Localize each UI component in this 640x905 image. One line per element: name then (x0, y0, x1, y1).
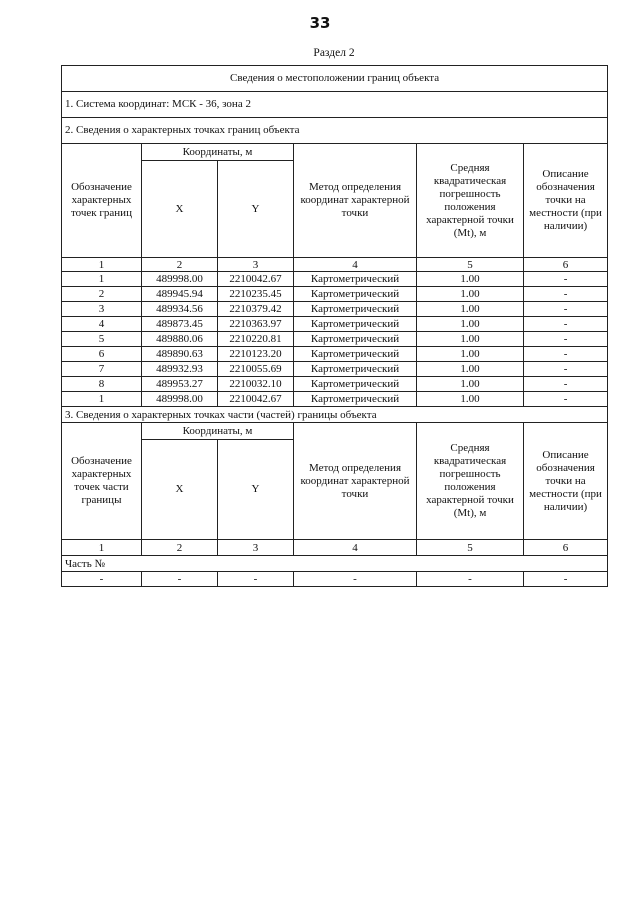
method: Картометрический (294, 392, 417, 407)
description: - (524, 287, 608, 302)
table-row (62, 377, 608, 392)
method: Картометрический (294, 302, 417, 317)
coord-x: 489932.93 (142, 362, 218, 377)
table-row (62, 302, 608, 317)
error: 1.00 (417, 287, 524, 302)
header-x-part: X (142, 440, 218, 540)
point-number: 1 (62, 392, 142, 407)
error: 1.00 (417, 347, 524, 362)
section-label: Раздел 2 (313, 47, 355, 59)
method: Картометрический (294, 377, 417, 392)
coord-x: 489998.00 (142, 392, 218, 407)
table-row (62, 287, 608, 302)
coord-x: 489998.00 (142, 272, 218, 287)
method: Картометрический (294, 287, 417, 302)
column-number: 2 (142, 258, 218, 272)
column-number-row (62, 540, 608, 556)
section2-title: 2. Сведения о характерных точках границ объекта (62, 118, 608, 144)
coord-x: 489945.94 (142, 287, 218, 302)
coord-x: 489953.27 (142, 377, 218, 392)
method: Картометрический (294, 347, 417, 362)
table-row (62, 362, 608, 377)
section3-title: 3. Сведения о характерных точках части (частей) границы объекта (62, 407, 608, 423)
header-coordinates-part: Координаты, м (142, 423, 294, 440)
table-row (62, 317, 608, 332)
description: - (524, 392, 608, 407)
error: 1.00 (417, 392, 524, 407)
coord-system: 1. Система координат: МСК - 36, зона 2 (62, 92, 608, 118)
coord-x: 489934.56 (142, 302, 218, 317)
point-number: 7 (62, 362, 142, 377)
coord-y: 2210055.69 (218, 362, 294, 377)
header-y: Y (218, 161, 294, 258)
error: 1.00 (417, 362, 524, 377)
coord-y: 2210235.45 (218, 287, 294, 302)
point-number: 2 (62, 287, 142, 302)
coord-x: 489880.06 (142, 332, 218, 347)
description: - (524, 362, 608, 377)
table-row (62, 332, 608, 347)
coord-y: 2210042.67 (218, 392, 294, 407)
error: 1.00 (417, 302, 524, 317)
column-number-row (62, 258, 608, 272)
header-x: X (142, 161, 218, 258)
error: 1.00 (417, 332, 524, 347)
column-number: 4 (294, 540, 417, 556)
method: Картометрический (294, 332, 417, 347)
column-number: 3 (218, 258, 294, 272)
header-description: Описание обозначения точки на местности (при наличии) (524, 144, 608, 258)
header-method: Метод определения координат характерной точки (294, 144, 417, 258)
coord-x: 489890.63 (142, 347, 218, 362)
coord-y: 2210123.20 (218, 347, 294, 362)
method: Картометрический (294, 272, 417, 287)
column-number: 5 (417, 540, 524, 556)
coord-y: 2210220.81 (218, 332, 294, 347)
column-number: 6 (524, 540, 608, 556)
header-error: Средняя квадратическая погрешность положения характерной точки (Mt), м (417, 144, 524, 258)
coord-y: 2210379.42 (218, 302, 294, 317)
column-number: 4 (294, 258, 417, 272)
table-row (62, 572, 608, 587)
empty-cell: - (417, 572, 524, 587)
description: - (524, 272, 608, 287)
coord-x: 489873.45 (142, 317, 218, 332)
column-number: 5 (417, 258, 524, 272)
header-coordinates: Координаты, м (142, 144, 294, 161)
column-number: 2 (142, 540, 218, 556)
method: Картометрический (294, 362, 417, 377)
empty-cell: - (62, 572, 142, 587)
column-number: 1 (62, 258, 142, 272)
header-error-part: Средняя квадратическая погрешность положения характерной точки (Mt), м (417, 423, 524, 540)
description: - (524, 332, 608, 347)
point-number: 5 (62, 332, 142, 347)
coord-y: 2210032.10 (218, 377, 294, 392)
header-designation: Обозначение характерных точек границ (62, 144, 142, 258)
column-number: 6 (524, 258, 608, 272)
description: - (524, 347, 608, 362)
description: - (524, 377, 608, 392)
error: 1.00 (417, 272, 524, 287)
point-number: 4 (62, 317, 142, 332)
error: 1.00 (417, 317, 524, 332)
table-row (62, 347, 608, 362)
table-row (62, 272, 608, 287)
part-label: Часть № (62, 556, 608, 572)
coord-y: 2210042.67 (218, 272, 294, 287)
point-number: 3 (62, 302, 142, 317)
header-y-part: Y (218, 440, 294, 540)
description: - (524, 317, 608, 332)
empty-cell: - (294, 572, 417, 587)
table-row (62, 392, 608, 407)
description: - (524, 302, 608, 317)
empty-cell: - (218, 572, 294, 587)
empty-cell: - (524, 572, 608, 587)
column-number: 3 (218, 540, 294, 556)
error: 1.00 (417, 377, 524, 392)
point-number: 6 (62, 347, 142, 362)
table-title: Сведения о местоположении границ объекта (62, 66, 608, 92)
empty-cell: - (142, 572, 218, 587)
coord-y: 2210363.97 (218, 317, 294, 332)
page-number: 33 (309, 14, 331, 32)
header-method-part: Метод определения координат характерной точки (294, 423, 417, 540)
column-number: 1 (62, 540, 142, 556)
method: Картометрический (294, 317, 417, 332)
boundary-table (61, 65, 608, 587)
header-description-part: Описание обозначения точки на местности (при наличии) (524, 423, 608, 540)
point-number: 1 (62, 272, 142, 287)
header-designation-part: Обозначение характерных точек части границы (62, 423, 142, 540)
point-number: 8 (62, 377, 142, 392)
